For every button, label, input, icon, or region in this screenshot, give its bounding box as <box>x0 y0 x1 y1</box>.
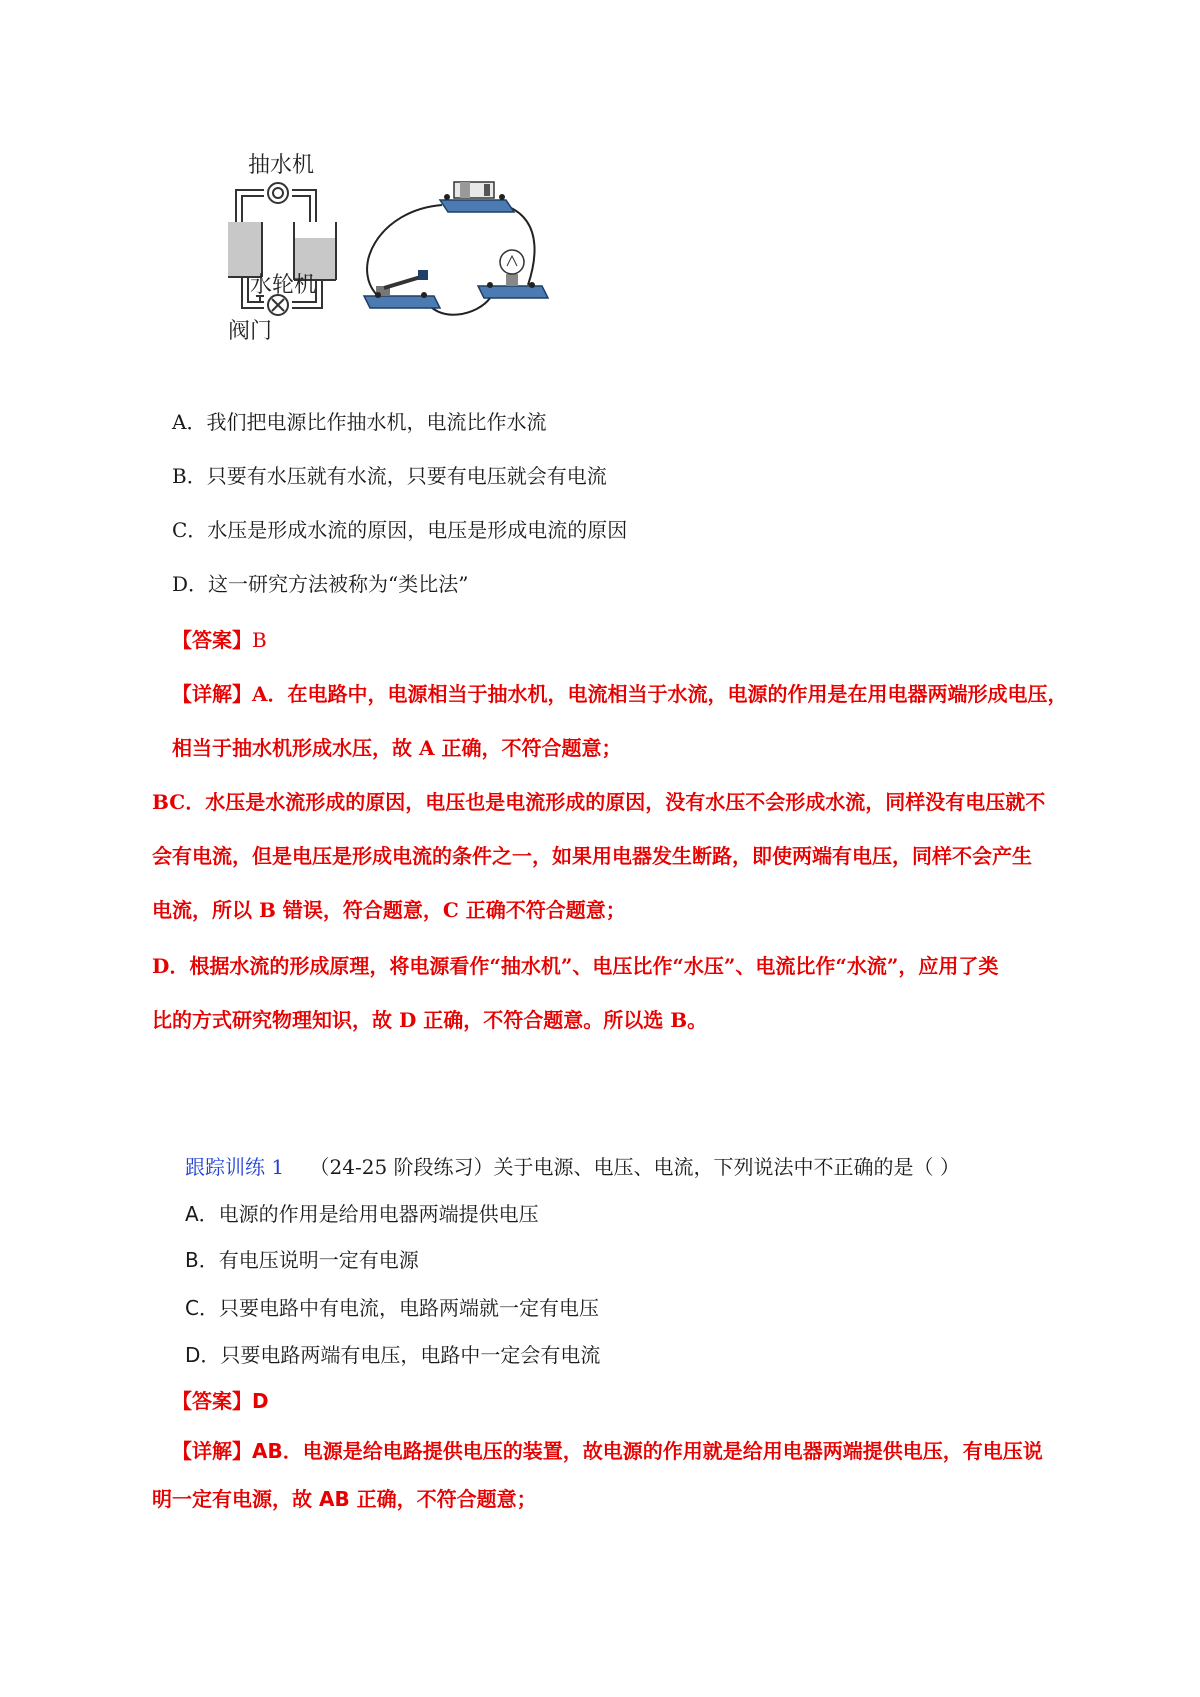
q1-explanation-line-7: 比的方式研究物理知识，故 D 正确，不符合题意。所以选 B。 <box>152 1008 708 1032</box>
q1-option-b: B．只要有水压就有水流，只要有电压就会有电流 <box>172 464 607 488</box>
q1-explanation-line-1: 【详解】A．在电路中，电源相当于抽水机，电流相当于水流，电源的作用是在用电器两端形成电压， <box>172 682 1068 706</box>
t1-answer <box>172 1387 269 1415</box>
t1-answer-value: D <box>252 1389 269 1413</box>
figure-svg <box>228 150 608 370</box>
switch-icon <box>364 270 440 308</box>
t1-answer-tag: 【答案】 <box>172 1389 252 1413</box>
t1-option-b: B．有电压说明一定有电源 <box>185 1248 419 1272</box>
t1-option-d: D．只要电路两端有电压，电路中一定会有电流 <box>185 1343 601 1367</box>
t1-explanation-line-2: 明一定有电源，故 AB 正确，不符合题意； <box>152 1487 537 1511</box>
training-1-question <box>185 1153 960 1181</box>
water-circuit-analogy-figure <box>228 150 608 370</box>
training-1-label: 跟踪训练 1 <box>185 1155 285 1179</box>
valve-label: 阀门 <box>228 319 273 344</box>
q1-answer-value: B <box>252 628 267 652</box>
q1-option-d: D．这一研究方法被称为“类比法” <box>172 572 469 596</box>
q1-explanation-line-4: 会有电流，但是电压是形成电流的条件之一，如果用电器发生断路，即使两端有电压，同样不会产生 <box>152 844 1032 868</box>
training-1-question-text: （24-25 阶段练习）关于电源、电压、电流，下列说法中不正确的是（ ） <box>309 1155 960 1179</box>
light-bulb-icon <box>478 250 548 298</box>
turbine-label: 水轮机 <box>250 273 317 298</box>
q1-answer-tag: 【答案】 <box>172 628 252 652</box>
t1-option-a: A．电源的作用是给用电器两端提供电压 <box>185 1202 539 1226</box>
q1-explanation-line-6: D．根据水流的形成原理，将电源看作“抽水机”、电压比作“水压”、电流比作“水流”，应用了类 <box>152 954 999 978</box>
q1-explanation-line-2: 相当于抽水机形成水压，故 A 正确，不符合题意； <box>172 736 622 760</box>
q1-explanation-line-5: 电流，所以 B 错误，符合题意，C 正确不符合题意； <box>152 898 626 922</box>
battery-icon <box>440 182 514 212</box>
q1-option-a: A．我们把电源比作抽水机，电流比作水流 <box>172 410 547 434</box>
electric-circuit-diagram <box>364 182 548 315</box>
t1-option-c: C．只要电路中有电流，电路两端就一定有电压 <box>185 1296 599 1320</box>
q1-answer <box>172 626 267 654</box>
q1-explanation-line-3: BC．水压是水流形成的原因，电压也是电流形成的原因，没有水压不会形成水流，同样没有电压就不 <box>152 790 1046 814</box>
t1-explanation-line-1: 【详解】AB．电源是给电路提供电压的装置，故电源的作用就是给用电器两端提供电压，有电压说 <box>172 1439 1043 1463</box>
q1-option-c: C．水压是形成水流的原因，电压是形成电流的原因 <box>172 518 628 542</box>
pump-label: 抽水机 <box>248 153 315 178</box>
